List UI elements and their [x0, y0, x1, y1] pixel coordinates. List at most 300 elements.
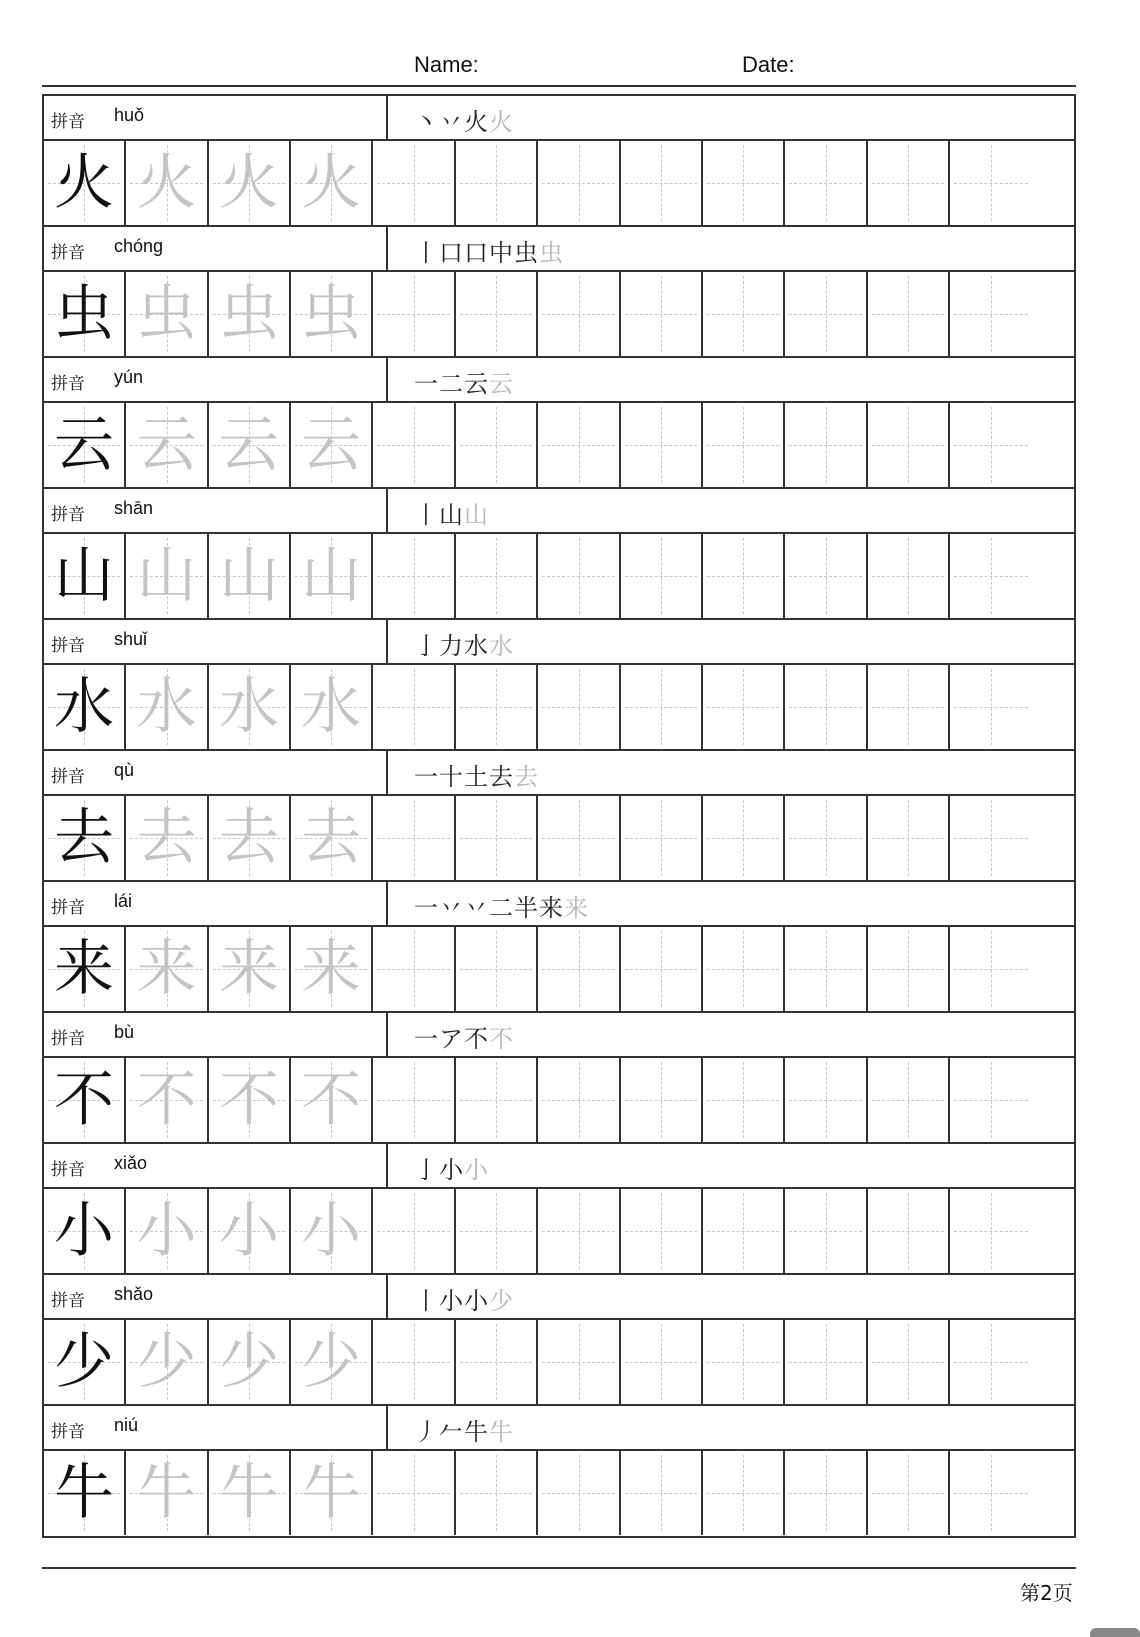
stroke-order-sequence: [414, 1019, 514, 1054]
writing-cell[interactable]: [785, 272, 868, 356]
trace-cell: [291, 1320, 373, 1404]
stroke-step: 丨: [414, 239, 439, 267]
trace-cell: [209, 272, 291, 356]
stroke-step: 口: [439, 239, 464, 267]
model-cell: [44, 1189, 126, 1273]
stroke-step: 来: [564, 894, 589, 922]
stroke-order-cell: [388, 227, 1074, 270]
writing-cell[interactable]: [785, 927, 868, 1011]
pinyin-cell: [44, 1275, 388, 1318]
trace-cell: [126, 1320, 209, 1404]
stroke-step: 𠂉: [439, 1418, 464, 1446]
writing-cell[interactable]: [703, 534, 785, 618]
writing-cell[interactable]: [621, 796, 703, 880]
trace-character: 去: [136, 803, 197, 873]
trace-cell: [209, 534, 291, 618]
trace-cell: [291, 141, 373, 225]
stroke-step: 火: [464, 108, 489, 136]
writing-cell[interactable]: [868, 927, 950, 1011]
writing-grid-row: [44, 534, 1074, 620]
model-cell: [44, 403, 126, 487]
trace-cell: [126, 403, 209, 487]
stroke-step: 二: [439, 370, 464, 398]
stroke-step: 亅: [414, 1156, 439, 1184]
stroke-order-cell: [388, 1406, 1074, 1449]
pinyin-value: qù: [114, 760, 135, 780]
writing-cell[interactable]: [456, 272, 538, 356]
writing-cell[interactable]: [950, 796, 1032, 880]
trace-character: 山: [136, 541, 197, 611]
info-row: [44, 620, 1074, 665]
pinyin-label: 拼音: [51, 505, 85, 525]
stroke-step: 水: [489, 632, 514, 660]
pinyin-label: 拼音: [51, 374, 85, 394]
stroke-step: 丨: [414, 501, 439, 529]
info-row: [44, 751, 1074, 796]
trace-cell: [209, 1189, 291, 1273]
writing-cell[interactable]: [950, 1189, 1032, 1273]
pinyin-cell: [44, 96, 388, 139]
stroke-step: ア: [439, 1025, 464, 1053]
trace-cell: [126, 665, 209, 749]
writing-cell[interactable]: [950, 272, 1032, 356]
trace-cell: [291, 1451, 373, 1535]
trace-character: 来: [219, 934, 279, 1004]
writing-cell[interactable]: [703, 1320, 785, 1404]
model-cell: [44, 272, 126, 356]
writing-cell[interactable]: [950, 1058, 1032, 1142]
stroke-step: 丷: [464, 894, 489, 922]
stroke-step: 一: [414, 763, 439, 791]
stroke-order-sequence: [414, 233, 564, 268]
trace-cell: [126, 141, 209, 225]
pinyin-cell: [44, 227, 388, 270]
stroke-step: 十: [439, 763, 464, 791]
writing-cell[interactable]: [703, 665, 785, 749]
writing-cell[interactable]: [373, 927, 456, 1011]
stroke-step: 半: [514, 894, 539, 922]
writing-cell[interactable]: [785, 403, 868, 487]
practice-entry: [44, 96, 1074, 227]
trace-cell: [209, 1058, 291, 1142]
writing-cell[interactable]: [785, 1451, 868, 1535]
stroke-step: 去: [514, 763, 539, 791]
info-row: [44, 1406, 1074, 1451]
trace-cell: [209, 927, 291, 1011]
stroke-order-sequence: [414, 1281, 514, 1316]
writing-cell[interactable]: [538, 1189, 621, 1273]
writing-cell[interactable]: [621, 1451, 703, 1535]
pinyin-value: bù: [114, 1022, 135, 1042]
stroke-step: 虫: [539, 239, 564, 267]
stroke-step: 二: [489, 894, 514, 922]
pinyin-cell: [44, 1013, 388, 1056]
name-label: Name:: [414, 52, 479, 77]
trace-cell: [291, 927, 373, 1011]
writing-cell[interactable]: [950, 1320, 1032, 1404]
writing-cell[interactable]: [456, 1320, 538, 1404]
stroke-order-cell: [388, 1275, 1074, 1318]
trace-cell: [209, 403, 291, 487]
trace-character: 小: [219, 1196, 279, 1266]
trace-character: 牛: [136, 1458, 197, 1528]
stroke-step: 小: [464, 1156, 489, 1184]
writing-cell[interactable]: [868, 403, 950, 487]
stroke-step: 小: [439, 1156, 464, 1184]
practice-entry: [44, 1275, 1074, 1406]
model-cell: [44, 796, 126, 880]
trace-character: 小: [136, 1196, 197, 1266]
writing-cell[interactable]: [538, 403, 621, 487]
practice-entry: [44, 751, 1074, 882]
writing-cell[interactable]: [621, 534, 703, 618]
trace-character: 水: [301, 672, 361, 742]
info-row: [44, 1013, 1074, 1058]
trace-cell: [209, 665, 291, 749]
stroke-order-sequence: [414, 626, 514, 661]
model-cell: [44, 534, 126, 618]
trace-cell: [126, 534, 209, 618]
stroke-order-sequence: [414, 495, 489, 530]
stroke-order-cell: [388, 96, 1074, 139]
trace-character: 水: [219, 672, 279, 742]
writing-cell[interactable]: [456, 796, 538, 880]
stroke-step: 一: [414, 894, 439, 922]
trace-cell: [291, 796, 373, 880]
practice-entry: [44, 358, 1074, 489]
model-character: 牛: [54, 1458, 114, 1528]
model-character: 水: [54, 672, 114, 742]
model-character: 火: [54, 148, 114, 218]
trace-cell: [209, 141, 291, 225]
trace-cell: [126, 796, 209, 880]
writing-cell[interactable]: [373, 272, 456, 356]
stroke-step: 牛: [489, 1418, 514, 1446]
model-cell: [44, 1058, 126, 1142]
writing-cell[interactable]: [950, 403, 1032, 487]
trace-character: 不: [301, 1065, 361, 1135]
practice-entry: [44, 882, 1074, 1013]
info-row: [44, 1275, 1074, 1320]
trace-cell: [209, 1320, 291, 1404]
stroke-step: 丷: [439, 108, 464, 136]
trace-character: 来: [301, 934, 361, 1004]
writing-cell[interactable]: [703, 272, 785, 356]
practice-entry: [44, 620, 1074, 751]
stroke-step: 不: [464, 1025, 489, 1053]
page-number: 第2页: [1020, 1581, 1073, 1605]
trace-character: 山: [301, 541, 361, 611]
writing-cell[interactable]: [785, 665, 868, 749]
writing-cell[interactable]: [373, 796, 456, 880]
writing-cell[interactable]: [538, 272, 621, 356]
writing-cell[interactable]: [950, 927, 1032, 1011]
writing-cell[interactable]: [373, 1320, 456, 1404]
writing-cell[interactable]: [456, 403, 538, 487]
writing-cell[interactable]: [785, 1320, 868, 1404]
writing-cell[interactable]: [703, 1189, 785, 1273]
trace-character: 云: [136, 410, 197, 480]
writing-cell[interactable]: [621, 403, 703, 487]
writing-cell[interactable]: [621, 1058, 703, 1142]
stroke-step: 丶: [414, 108, 439, 136]
writing-grid-row: [44, 665, 1074, 751]
pinyin-value: yún: [114, 367, 144, 387]
trace-cell: [126, 927, 209, 1011]
footer-divider: [42, 1567, 1076, 1569]
trace-character: 虫: [301, 279, 361, 349]
trace-character: 山: [219, 541, 279, 611]
writing-cell[interactable]: [703, 796, 785, 880]
stroke-step: 山: [439, 501, 464, 529]
writing-cell[interactable]: [538, 141, 621, 225]
writing-cell[interactable]: [456, 141, 538, 225]
stroke-order-cell: [388, 1144, 1074, 1187]
pinyin-cell: [44, 882, 388, 925]
writing-cell[interactable]: [868, 796, 950, 880]
pinyin-label: 拼音: [51, 767, 85, 787]
writing-cell[interactable]: [456, 1451, 538, 1535]
writing-cell[interactable]: [868, 1189, 950, 1273]
writing-cell[interactable]: [868, 141, 950, 225]
trace-character: 火: [136, 148, 197, 218]
pinyin-value: huǒ: [114, 105, 145, 125]
model-character: 不: [54, 1065, 114, 1135]
pinyin-cell: [44, 358, 388, 401]
stroke-step: 去: [489, 763, 514, 791]
writing-cell[interactable]: [868, 272, 950, 356]
trace-character: 不: [136, 1065, 197, 1135]
stroke-order-sequence: [414, 102, 514, 137]
writing-cell[interactable]: [621, 1320, 703, 1404]
writing-cell[interactable]: [538, 1320, 621, 1404]
stroke-order-sequence: [414, 364, 514, 399]
pinyin-cell: [44, 489, 388, 532]
info-row: [44, 1144, 1074, 1189]
info-row: [44, 358, 1074, 403]
writing-cell[interactable]: [950, 534, 1032, 618]
model-character: 山: [54, 541, 114, 611]
date-label: Date:: [742, 52, 795, 77]
practice-entry: [44, 1406, 1074, 1537]
writing-cell[interactable]: [868, 1320, 950, 1404]
writing-cell[interactable]: [950, 665, 1032, 749]
trace-character: 少: [136, 1327, 197, 1397]
model-character: 小: [54, 1196, 114, 1266]
writing-cell[interactable]: [456, 927, 538, 1011]
info-row: [44, 96, 1074, 141]
stroke-step: 牛: [464, 1418, 489, 1446]
pinyin-label: 拼音: [51, 636, 85, 656]
trace-cell: [291, 403, 373, 487]
trace-character: 去: [219, 803, 279, 873]
writing-cell[interactable]: [785, 141, 868, 225]
writing-cell[interactable]: [868, 665, 950, 749]
writing-cell[interactable]: [868, 534, 950, 618]
pinyin-label: 拼音: [51, 1422, 85, 1442]
writing-cell[interactable]: [456, 1058, 538, 1142]
writing-cell[interactable]: [703, 141, 785, 225]
info-row: [44, 227, 1074, 272]
info-row: [44, 489, 1074, 534]
trace-cell: [126, 1451, 209, 1535]
writing-cell[interactable]: [538, 665, 621, 749]
pinyin-label: 拼音: [51, 1029, 85, 1049]
model-cell: [44, 665, 126, 749]
trace-cell: [291, 534, 373, 618]
writing-cell[interactable]: [373, 534, 456, 618]
trace-character: 牛: [219, 1458, 279, 1528]
stroke-step: 少: [489, 1287, 514, 1315]
writing-cell[interactable]: [868, 1451, 950, 1535]
pinyin-value: shǎo: [114, 1284, 154, 1304]
trace-cell: [126, 1058, 209, 1142]
trace-cell: [291, 665, 373, 749]
trace-character: 少: [219, 1327, 279, 1397]
pinyin-value: shuǐ: [114, 629, 148, 649]
writing-cell[interactable]: [373, 403, 456, 487]
trace-cell: [291, 1189, 373, 1273]
model-character: 虫: [54, 279, 114, 349]
writing-grid-row: [44, 927, 1074, 1013]
model-character: 云: [54, 410, 114, 480]
writing-cell[interactable]: [621, 927, 703, 1011]
stroke-step: 云: [489, 370, 514, 398]
trace-character: 小: [301, 1196, 361, 1266]
pinyin-cell: [44, 1406, 388, 1449]
writing-cell[interactable]: [621, 141, 703, 225]
writing-cell[interactable]: [621, 1189, 703, 1273]
writing-cell[interactable]: [538, 1451, 621, 1535]
writing-cell[interactable]: [621, 272, 703, 356]
writing-cell[interactable]: [868, 1058, 950, 1142]
model-cell: [44, 141, 126, 225]
writing-cell[interactable]: [373, 1058, 456, 1142]
stroke-step: 来: [539, 894, 564, 922]
stroke-step: 山: [464, 501, 489, 529]
writing-cell[interactable]: [538, 1058, 621, 1142]
model-cell: [44, 927, 126, 1011]
writing-cell[interactable]: [785, 796, 868, 880]
pinyin-label: 拼音: [51, 112, 85, 132]
pinyin-value: xiǎo: [114, 1153, 148, 1173]
stroke-step: 亅: [414, 632, 439, 660]
stroke-step: 丿: [414, 1418, 439, 1446]
stroke-step: 虫: [514, 239, 539, 267]
stroke-step: 水: [464, 632, 489, 660]
writing-cell[interactable]: [703, 1058, 785, 1142]
writing-cell[interactable]: [703, 403, 785, 487]
trace-character: 水: [136, 672, 197, 742]
trace-cell: [126, 1189, 209, 1273]
model-cell: [44, 1320, 126, 1404]
writing-cell[interactable]: [703, 1451, 785, 1535]
writing-grid-row: [44, 272, 1074, 358]
scroll-handle[interactable]: [1090, 1628, 1140, 1637]
stroke-step: 火: [489, 108, 514, 136]
stroke-step: 丷: [439, 894, 464, 922]
trace-character: 火: [219, 148, 279, 218]
stroke-order-cell: [388, 358, 1074, 401]
practice-entry: [44, 489, 1074, 620]
trace-character: 牛: [301, 1458, 361, 1528]
stroke-order-sequence: [414, 757, 539, 792]
writing-grid-row: [44, 1058, 1074, 1144]
pinyin-label: 拼音: [51, 243, 85, 263]
pinyin-label: 拼音: [51, 1291, 85, 1311]
writing-grid-row: [44, 141, 1074, 227]
writing-cell[interactable]: [950, 141, 1032, 225]
pinyin-cell: [44, 1144, 388, 1187]
trace-character: 去: [301, 803, 361, 873]
writing-grid-row: [44, 1189, 1074, 1275]
worksheet-header: [0, 48, 1140, 84]
writing-cell[interactable]: [373, 1189, 456, 1273]
writing-cell[interactable]: [538, 534, 621, 618]
writing-cell[interactable]: [538, 927, 621, 1011]
pinyin-cell: [44, 751, 388, 794]
pinyin-label: 拼音: [51, 898, 85, 918]
stroke-step: 不: [489, 1025, 514, 1053]
trace-character: 少: [301, 1327, 361, 1397]
writing-cell[interactable]: [785, 534, 868, 618]
trace-cell: [209, 1451, 291, 1535]
practice-entry: [44, 1013, 1074, 1144]
practice-entry: [44, 227, 1074, 358]
pinyin-value: niú: [114, 1415, 139, 1435]
pinyin-value: shān: [114, 498, 154, 518]
practice-sheet: [42, 94, 1076, 1538]
writing-cell[interactable]: [456, 534, 538, 618]
trace-character: 虫: [136, 279, 197, 349]
stroke-step: 口: [464, 239, 489, 267]
stroke-step: 云: [464, 370, 489, 398]
stroke-order-sequence: [414, 1150, 489, 1185]
writing-cell[interactable]: [538, 796, 621, 880]
info-row: [44, 882, 1074, 927]
pinyin-value: chóng: [114, 236, 164, 256]
trace-cell: [291, 272, 373, 356]
model-character: 来: [54, 934, 114, 1004]
stroke-order-cell: [388, 620, 1074, 663]
header-divider: [42, 85, 1076, 87]
model-cell: [44, 1451, 126, 1535]
stroke-order-cell: [388, 882, 1074, 925]
stroke-step: 一: [414, 1025, 439, 1053]
writing-cell[interactable]: [373, 665, 456, 749]
writing-cell[interactable]: [456, 665, 538, 749]
stroke-order-sequence: [414, 888, 589, 923]
writing-cell[interactable]: [373, 1451, 456, 1535]
writing-cell[interactable]: [785, 1058, 868, 1142]
writing-cell[interactable]: [950, 1451, 1032, 1535]
stroke-step: 力: [439, 632, 464, 660]
writing-cell[interactable]: [621, 665, 703, 749]
writing-cell[interactable]: [785, 1189, 868, 1273]
stroke-step: 中: [489, 239, 514, 267]
stroke-step: 土: [464, 763, 489, 791]
model-character: 去: [54, 803, 114, 873]
stroke-step: 小: [464, 1287, 489, 1315]
writing-cell[interactable]: [703, 927, 785, 1011]
trace-character: 火: [301, 148, 361, 218]
writing-cell[interactable]: [456, 1189, 538, 1273]
practice-entry: [44, 1144, 1074, 1275]
stroke-step: 丨: [414, 1287, 439, 1315]
stroke-step: 小: [439, 1287, 464, 1315]
writing-cell[interactable]: [373, 141, 456, 225]
trace-character: 云: [301, 410, 361, 480]
